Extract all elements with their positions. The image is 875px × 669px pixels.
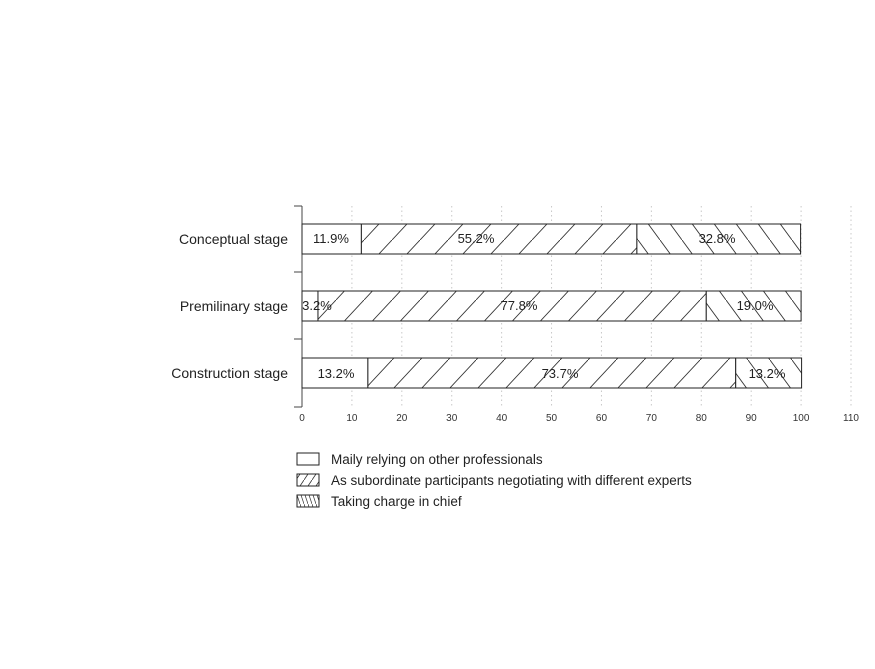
data-label: 19.0% xyxy=(736,298,774,313)
x-tick-label: 0 xyxy=(299,413,305,424)
legend xyxy=(297,452,692,509)
legend-label: As subordinate participants negotiating with different experts xyxy=(331,473,692,488)
category-label: Conceptual stage xyxy=(179,231,288,247)
legend-label: Taking charge in chief xyxy=(331,494,462,509)
category-label: Premilinary stage xyxy=(179,298,288,314)
legend-label: Maily relying on other professionals xyxy=(331,452,543,467)
legend-swatch xyxy=(297,453,319,465)
x-tick-label: 40 xyxy=(496,413,508,424)
x-tick-label: 10 xyxy=(346,413,358,424)
x-tick-label: 60 xyxy=(595,413,608,424)
data-label: 3.2% xyxy=(302,298,332,313)
legend-swatch xyxy=(297,474,319,486)
bar-segment xyxy=(361,224,636,254)
data-label: 13.2% xyxy=(317,366,355,381)
bars xyxy=(302,224,802,388)
data-label: 55.2% xyxy=(457,231,495,246)
x-tick-label: 30 xyxy=(446,413,458,424)
x-tick-label: 80 xyxy=(695,413,707,424)
x-tick-label: 20 xyxy=(396,413,408,424)
data-label: 73.7% xyxy=(541,366,579,381)
data-label: 77.8% xyxy=(500,298,538,313)
x-tick-label: 90 xyxy=(745,413,757,424)
x-tick-label: 70 xyxy=(645,413,657,424)
legend-swatch xyxy=(297,495,319,507)
category-label: Construction stage xyxy=(171,365,288,381)
x-tick-label: 110 xyxy=(843,413,859,424)
data-label: 11.9% xyxy=(313,231,349,246)
x-tick-label: 100 xyxy=(792,413,810,424)
data-label: 13.2% xyxy=(748,366,786,381)
x-tick-label: 50 xyxy=(545,413,558,424)
data-label: 32.8% xyxy=(698,231,736,246)
